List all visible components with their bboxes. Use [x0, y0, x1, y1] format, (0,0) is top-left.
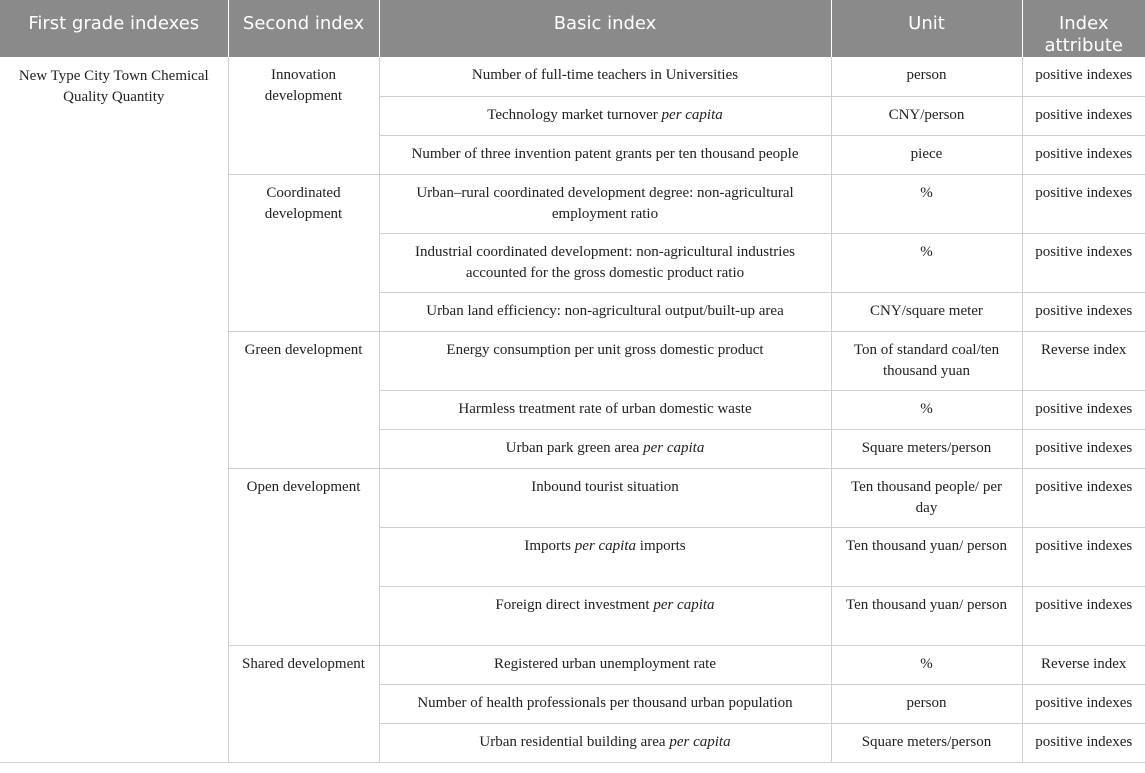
- header-basic-index: Basic index: [379, 0, 831, 57]
- header-index-attribute: Index attribute: [1022, 0, 1145, 57]
- second-index-coordinated: Coordinated development: [228, 174, 379, 331]
- basic-index-cell: Urban–rural coordinated development degree: non-agricultural employment ratio: [379, 174, 831, 233]
- attribute-cell: positive indexes: [1022, 292, 1145, 331]
- unit-cell: Square meters/person: [831, 723, 1022, 762]
- unit-cell: %: [831, 233, 1022, 292]
- second-index-shared: Shared development: [228, 645, 379, 762]
- attribute-cell: Reverse index: [1022, 331, 1145, 390]
- unit-cell: Square meters/person: [831, 429, 1022, 468]
- attribute-cell: positive indexes: [1022, 586, 1145, 645]
- basic-index-text: Imports: [524, 537, 572, 554]
- per-capita-text: per capita: [661, 106, 723, 123]
- attribute-cell: positive indexes: [1022, 723, 1145, 762]
- basic-index-cell: Energy consumption per unit gross domestic product: [379, 331, 831, 390]
- header-unit: Unit: [831, 0, 1022, 57]
- table-row: [0, 57, 1145, 96]
- unit-cell: Ton of standard coal/ten thousand yuan: [831, 331, 1022, 390]
- attribute-cell: positive indexes: [1022, 429, 1145, 468]
- basic-index-cell: [379, 429, 831, 468]
- basic-index-cell: Inbound tourist situation: [379, 468, 831, 527]
- unit-cell: %: [831, 174, 1022, 233]
- attribute-cell: positive indexes: [1022, 233, 1145, 292]
- attribute-cell: positive indexes: [1022, 57, 1145, 96]
- attribute-cell: positive indexes: [1022, 468, 1145, 527]
- header-first-grade: First grade indexes: [0, 0, 228, 57]
- basic-index-cell: [379, 723, 831, 762]
- unit-cell: %: [831, 645, 1022, 684]
- attribute-cell: positive indexes: [1022, 135, 1145, 174]
- basic-index-cell: Number of three invention patent grants per ten thousand people: [379, 135, 831, 174]
- second-index-green: Green development: [228, 331, 379, 468]
- per-capita-text: per capita: [574, 537, 637, 554]
- attribute-cell: positive indexes: [1022, 96, 1145, 135]
- unit-cell: Ten thousand yuan/ person: [831, 527, 1022, 586]
- basic-index-cell: Registered urban unemployment rate: [379, 645, 831, 684]
- unit-cell: person: [831, 684, 1022, 723]
- unit-cell: piece: [831, 135, 1022, 174]
- basic-index-cell: Harmless treatment rate of urban domestic waste: [379, 390, 831, 429]
- per-capita-text: per capita: [643, 439, 705, 456]
- first-grade-cell: New Type City Town Chemical Quality Quantity: [0, 57, 228, 762]
- header-second-index: Second index: [228, 0, 379, 57]
- attribute-cell: positive indexes: [1022, 390, 1145, 429]
- unit-cell: CNY/square meter: [831, 292, 1022, 331]
- unit-cell: Ten thousand people/ per day: [831, 468, 1022, 527]
- unit-cell: %: [831, 390, 1022, 429]
- basic-index-cell: [379, 527, 831, 586]
- basic-index-cell: Number of full-time teachers in Universities: [379, 57, 831, 96]
- basic-index-text: Foreign direct investment: [495, 596, 650, 613]
- unit-cell: person: [831, 57, 1022, 96]
- basic-index-text: Urban residential building area: [479, 733, 666, 750]
- second-index-innovation: Innovation development: [228, 57, 379, 174]
- basic-index-text: Technology market turnover: [487, 106, 658, 123]
- attribute-cell: positive indexes: [1022, 174, 1145, 233]
- per-capita-text: per capita: [669, 733, 731, 750]
- basic-index-text: Urban park green area: [505, 439, 640, 456]
- unit-cell: CNY/person: [831, 96, 1022, 135]
- basic-index-cell: [379, 96, 831, 135]
- per-capita-text: per capita: [653, 596, 715, 613]
- basic-index-cell: [379, 586, 831, 645]
- basic-index-cell: Urban land efficiency: non-agricultural output/built-up area: [379, 292, 831, 331]
- header-row: [0, 0, 1145, 57]
- attribute-cell: positive indexes: [1022, 527, 1145, 586]
- attribute-cell: positive indexes: [1022, 684, 1145, 723]
- attribute-cell: Reverse index: [1022, 645, 1145, 684]
- basic-index-cell: Industrial coordinated development: non-agricultural industries accounted for the gross domestic product ratio: [379, 233, 831, 292]
- basic-index-cell: Number of health professionals per thousand urban population: [379, 684, 831, 723]
- unit-cell: Ten thousand yuan/ person: [831, 586, 1022, 645]
- second-index-open: Open development: [228, 468, 379, 645]
- basic-index-suffix: imports: [639, 537, 686, 554]
